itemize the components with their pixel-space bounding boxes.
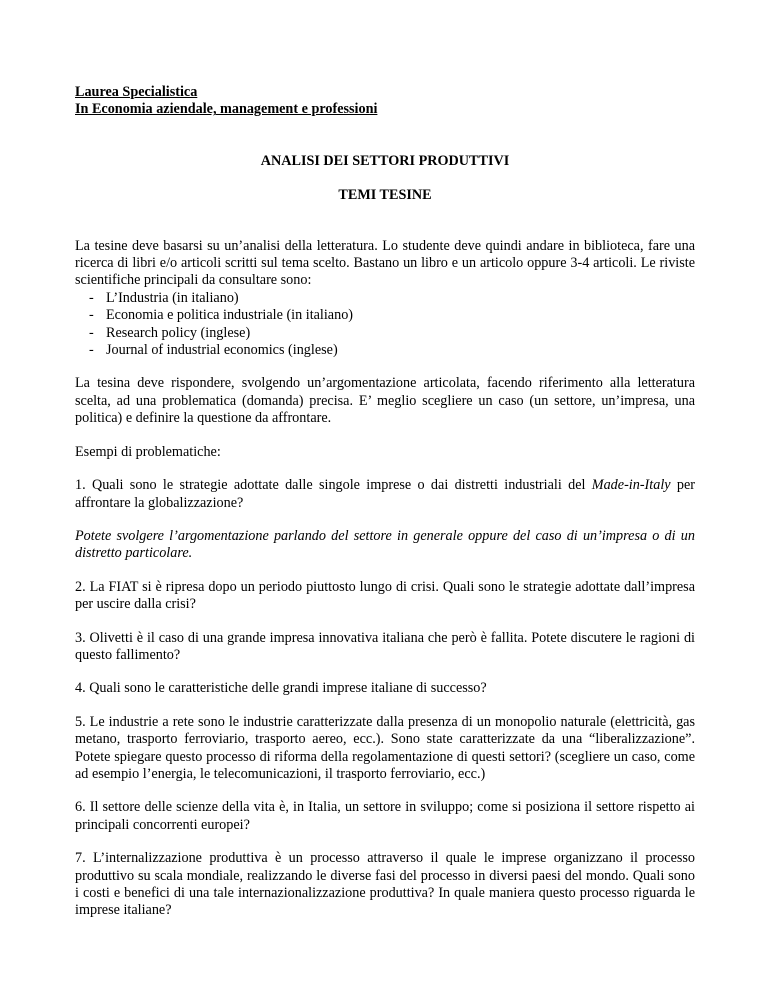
question-1-note-text: Potete svolgere l’argomentazione parlando del settore in generale oppure del caso di un’impresa o di un distretto particolare. (75, 527, 695, 562)
journal-item: - L’Industria (in italiano) (89, 290, 695, 307)
question-5: 5. Le industrie a rete sono le industrie caratterizzate dalla presenza di un monopolio naturale (elettricità, gas metano, trasporto ferroviario, trasporto aereo, ecc.). Sono state caratterizzate da una “liberalizzazione”. Potete spiegare questo processo di riforma della regolamentazione di questi settori? (scegliere un caso, come ad esempio l’energia, le telecomunicazioni, il trasporto ferroviario, ecc.) (75, 713, 695, 782)
journal-list (75, 290, 695, 360)
degree-program-title: Laurea Specialistica (75, 84, 198, 100)
question-4: 4. Quali sono le caratteristiche delle grandi imprese italiane di successo? (75, 680, 487, 697)
course-title: ANALISI DEI SETTORI PRODUTTIVI (260, 152, 510, 169)
question-1-note (75, 528, 695, 563)
intro-paragraph: La tesine deve basarsi su un’analisi della letteratura. Lo studente deve quindi andare in biblioteca, fare una ricerca di libri e/o articoli scritti sul tema scelto. Bastano un libro e un articolo oppure 3-4 articoli. Le riviste scientifiche principali da consultare sono: (75, 237, 695, 289)
degree-program-subtitle: In Economia aziendale, management e professioni (75, 101, 378, 118)
question-3: 3. Olivetti è il caso di una grande impresa innovativa italiana che però è fallita. Potete discutere le ragioni di questo fallimento? (75, 629, 695, 663)
question-2: 2. La FIAT si è ripresa dopo un periodo piuttosto lungo di crisi. Quali sono le strategie adottate dall’impresa per uscire dalla crisi? (75, 578, 695, 613)
question-1 (75, 477, 695, 512)
section-title: TEMI TESINE (338, 187, 432, 204)
journal-item: - Economia e politica industriale (in italiano) (89, 307, 695, 324)
examples-heading: Esempi di problematiche: (75, 443, 221, 460)
document-page (75, 84, 695, 920)
question-7: 7. L’internalizzazione produttiva è un processo attraverso il quale le imprese organizzano il processo produttivo su scala mondiale, realizzando le diverse fasi del processo in diversi paesi del mondo. Quali sono i costi e benefici di una tale internazionalizzazione produttiva? In quale maniera questo processo riguarda le imprese italiane? (75, 850, 695, 919)
question-6: 6. Il settore delle scienze della vita è, in Italia, un settore in sviluppo; come si posiziona il settore rispetto ai principali concorrenti europei? (75, 799, 695, 833)
question-1-text: 1. Quali sono le strategie adottate dalle singole imprese o dai distretti industriali del (75, 477, 592, 494)
journal-item: - Research policy (inglese) (89, 325, 695, 342)
question-1-end: per affrontare la globalizzazione? (75, 477, 695, 511)
question-1-italic: Made-in-Italy (591, 477, 671, 494)
requirement-paragraph: La tesina deve rispondere, svolgendo un’argomentazione articolata, facendo riferimento alla letteratura scelta, ad una problematica (domanda) precisa. E’ meglio scegliere un caso (un settore, un’impresa, una politica) e definire la questione da affrontare. (75, 375, 695, 427)
journal-item: - Journal of industrial economics (inglese) (89, 342, 695, 359)
